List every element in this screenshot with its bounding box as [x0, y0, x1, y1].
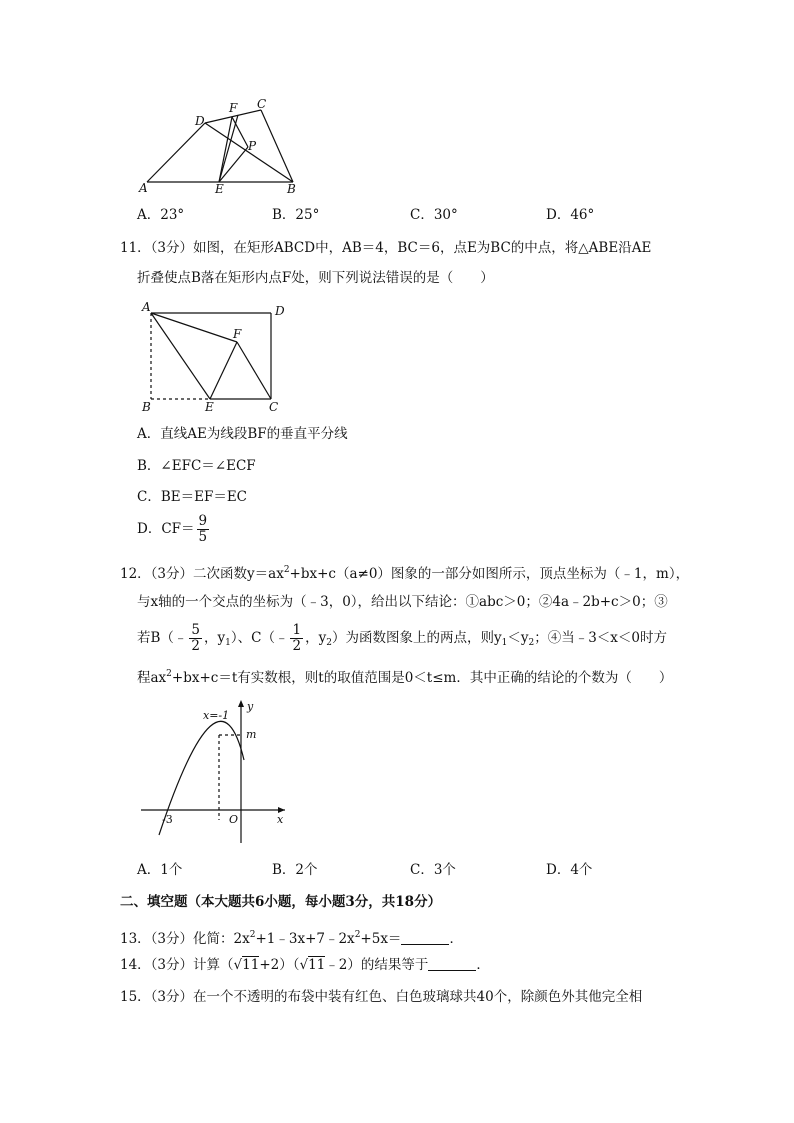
fig11-label-B: B	[142, 400, 151, 414]
q12-parabola-figure	[135, 695, 300, 845]
q12-line-1	[120, 560, 689, 584]
q12-option-a: A．1个	[137, 862, 183, 878]
q12-text: 12．（3分）二次函数y＝ax	[120, 566, 284, 582]
q11-option-d-fraction	[197, 514, 210, 545]
q12-text: ，y	[204, 630, 226, 646]
answer-blank[interactable]	[401, 930, 449, 945]
q10-option-d: D．46°	[546, 207, 595, 223]
frac-denominator: 2	[292, 638, 302, 654]
q14-line	[120, 955, 490, 975]
fraction-1-2	[290, 623, 303, 654]
superscript: 2	[283, 565, 290, 575]
frac-numerator: 5	[191, 622, 201, 638]
fig10-label-C: C	[257, 97, 267, 111]
fig10-label-D: D	[195, 114, 205, 128]
q12-option-c: C．3个	[410, 862, 456, 878]
q13-text: ．	[449, 931, 463, 947]
fig12-vertex-label: x=-1	[203, 709, 230, 722]
q12-text: ）为函数图象上的两点，则y	[331, 630, 502, 646]
q12-text: ，y	[305, 630, 327, 646]
fig11-label-E: E	[205, 400, 214, 414]
fig10-label-E: E	[215, 182, 224, 195]
q11-option-c: C．BE＝EF＝EC	[137, 489, 248, 505]
q12-text: 程ax	[137, 670, 167, 686]
q13-line	[120, 925, 463, 949]
sqrt-sign: √	[233, 957, 243, 973]
sqrt-radicand: 11	[308, 957, 326, 973]
fig10-label-B: B	[287, 182, 296, 195]
sqrt-radicand: 11	[242, 957, 260, 973]
q12-text: ＜y	[507, 630, 529, 646]
q13-text: 13．（3分）化简：2x	[120, 931, 250, 947]
fig11-label-D: D	[275, 304, 285, 318]
q12-text: 若B（﹣	[137, 630, 188, 646]
q13-text: +5x＝	[360, 931, 402, 947]
q14-text: ．	[476, 957, 490, 973]
fig12-root-label: -3	[162, 813, 173, 826]
subscript: 2	[326, 638, 332, 648]
q14-text: +2）（	[259, 957, 300, 973]
q15-line: 15．（3分）在一个不透明的布袋中装有红色、白色玻璃球共40个，除颜色外其他完全相	[120, 989, 643, 1005]
fraction-5-2	[189, 623, 202, 654]
frac-denominator: 5	[198, 529, 208, 545]
q12-option-d: D．4个	[546, 862, 593, 878]
fig12-m-label: m	[246, 728, 257, 741]
section-2-heading: 二、填空题（本大题共6小题，每小题3分，共18分）	[120, 894, 442, 910]
fig12-y-label: y	[247, 700, 254, 713]
q10-figure	[135, 95, 315, 195]
q12-text: +bx+c＝t有实数根，则t的取值范围是0＜t≤m．其中正确的结论的个数为（ ）	[171, 670, 673, 686]
q11-option-d	[137, 514, 211, 545]
q14-text: 14．（3分）计算（	[120, 957, 234, 973]
answer-blank[interactable]	[428, 956, 476, 971]
q10-option-c: C．30°	[410, 207, 458, 223]
q12-line-4	[137, 664, 672, 688]
subscript: 2	[528, 638, 535, 648]
q12-line-3	[137, 621, 667, 660]
superscript: 2	[166, 669, 172, 679]
fig11-label-C: C	[269, 400, 279, 414]
q10-option-b: B．25°	[272, 207, 320, 223]
q14-text: ﹣2）的结果等于	[325, 957, 429, 973]
q12-text: ）、C（﹣	[230, 630, 289, 646]
sqrt-sign: √	[299, 957, 309, 973]
subscript: 1	[501, 638, 508, 648]
superscript: 2	[354, 930, 361, 940]
q12-line-2: 与x轴的一个交点的坐标为（﹣3，0），给出以下结论：①abc＞0；②4a﹣2b+c＞0；③	[137, 594, 668, 610]
fig12-origin-label: O	[229, 813, 239, 826]
q11-line-2: 折叠使点B落在矩形内点F处，则下列说法错误的是（ ）	[137, 270, 494, 286]
fig10-label-F: F	[229, 101, 238, 115]
q11-figure	[135, 298, 295, 418]
frac-denominator: 2	[191, 638, 201, 654]
q11-option-d-prefix: D．CF＝	[137, 521, 195, 537]
fig10-label-P: P	[248, 139, 257, 153]
q10-option-a: A．23°	[137, 207, 185, 223]
fig10-label-A: A	[139, 181, 148, 195]
frac-numerator: 9	[198, 513, 208, 529]
q11-option-a: A．直线AE为线段BF的垂直平分线	[137, 426, 348, 442]
subscript: 1	[225, 638, 231, 648]
q11-line-1: 11．（3分）如图，在矩形ABCD中，AB＝4，BC＝6，点E为BC的中点，将△ABE沿AE	[120, 240, 652, 256]
q11-option-b: B．∠EFC＝∠ECF	[137, 458, 256, 474]
frac-numerator: 1	[292, 622, 302, 638]
fig11-label-F: F	[233, 327, 242, 341]
q12-option-b: B．2个	[272, 862, 318, 878]
q12-text: +bx+c（a≠0）图象的一部分如图所示，顶点坐标为（﹣1，m），	[289, 566, 690, 582]
fig12-x-label: x	[277, 813, 284, 826]
superscript: 2	[249, 930, 256, 940]
fig11-label-A: A	[142, 300, 151, 314]
q12-text: ；④当﹣3＜x＜0时方	[534, 630, 667, 646]
q13-text: +1﹣3x+7﹣2x	[255, 931, 355, 947]
